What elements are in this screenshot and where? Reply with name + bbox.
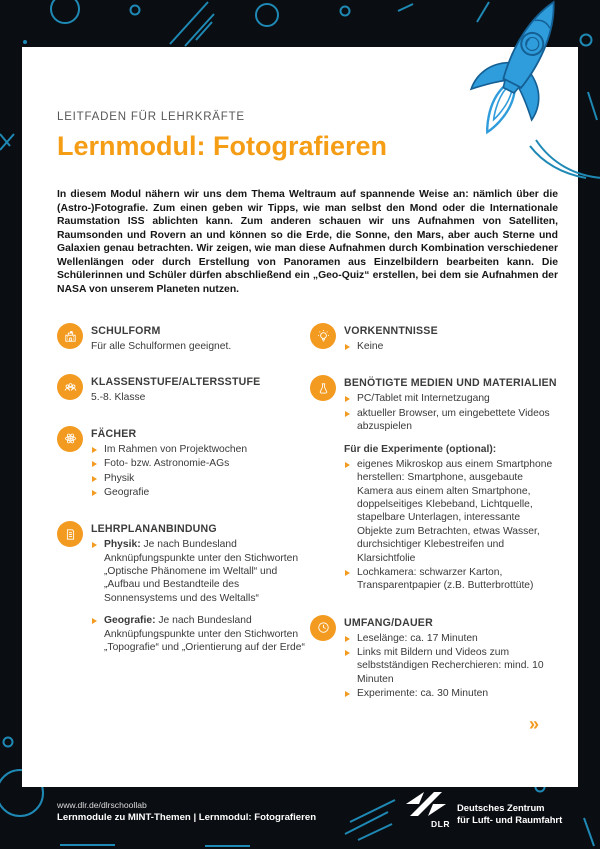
footer-url-link[interactable]: www.dlr.de/dlrschoollab (57, 800, 147, 810)
page-title: Lernmodul: Fotografieren (57, 131, 387, 161)
list-item: Keine (344, 340, 557, 353)
section-faecher (57, 426, 310, 501)
list-item: Im Rahmen von Projektwochen (91, 443, 310, 456)
list-item (91, 614, 310, 654)
organization-line2: für Luft- und Raumfahrt (457, 814, 563, 826)
footer-breadcrumb: Lernmodule zu MINT-Themen | Lernmodul: Fotografieren (57, 812, 317, 823)
page-footer (0, 787, 600, 849)
section-heading: KLASSENSTUFE/ALTERSSTUFE (91, 376, 261, 389)
group-icon (57, 374, 83, 400)
list-item: Physik (91, 472, 310, 485)
right-column (310, 323, 557, 723)
item-text: Je nach Bundesland Anknüpfungspunkte unter den Stichworten „Topografie“ und „Orientierung auf der Erde“ (104, 615, 305, 653)
section-heading: BENÖTIGTE MEDIEN UND MATERIALIEN (344, 377, 557, 390)
experiments-subheading: Für die Experimente (optional): (344, 443, 497, 455)
experiments-list (344, 458, 557, 593)
footer-left (57, 800, 316, 823)
section-heading: UMFANG/DAUER (344, 616, 433, 629)
section-text: Für alle Schulformen geeignet. (91, 341, 232, 352)
organization-name (457, 802, 562, 830)
next-page-chevron[interactable]: » (528, 714, 538, 734)
list-item (91, 538, 310, 605)
atom-icon (57, 426, 83, 452)
section-heading: FÄCHER (91, 427, 137, 440)
dlr-logo-label: DLR (431, 819, 450, 829)
list-item: Geografie (91, 486, 310, 499)
list-item: PC/Tablet mit Internetzugang (344, 392, 557, 405)
dlr-logo-icon (404, 790, 448, 830)
list-item: Foto- bzw. Astronomie-AGs (91, 457, 310, 470)
intro-paragraph: In diesem Modul nähern wir uns dem Thema Weltraum auf spannende Weise an: nämlich über die (Astro-)Fotografie. Zum einen geben wir Tipps, wie man selbst den Mond oder die Internationale Raumstation ISS ablichten kann. Zum anderen schauen wir uns Aufnahmen von Satelliten, Raumsonden und Rovern an und können so die Erde, die Sonne, den Mars, aber auch Sterne und Galaxien genau betrachten. Wir zeigen, wie man diese Aufnahmen durch Kombination verschiedener Wellenlängen oder durch Erstellung von Panoramen aus Einzelbildern bearbeiten kann. Die Schülerinnen und Schüler dürfen abschließend ein „Geo-Quiz“ erstellen, bei dem sie Aufnahmen der NASA von unserem Planeten nutzen. (57, 189, 558, 295)
flask-icon (310, 375, 336, 401)
section-klassenstufe (57, 374, 310, 404)
item-lead: Geografie: (104, 615, 156, 627)
left-column (57, 323, 310, 723)
document-type-label: LEITFADEN FÜR LEHRKRÄFTE (57, 111, 245, 123)
section-umfang (310, 615, 557, 702)
school-building-icon (57, 323, 83, 349)
list-item: Lochkamera: schwarzer Karton, Transparentpapier (z.B. Butterbrottüte) (344, 566, 557, 593)
footer-brand (404, 790, 562, 830)
item-lead: Physik: (104, 539, 141, 551)
medien-list (344, 392, 557, 433)
content-card (22, 47, 578, 787)
list-item: aktueller Browser, um eingebettete Videos abzuspielen (344, 407, 557, 434)
document-icon (57, 521, 83, 547)
section-medien (310, 375, 557, 593)
section-schulform (57, 323, 310, 353)
lehrplan-list (91, 538, 310, 654)
info-columns (57, 323, 557, 723)
organization-line1: Deutsches Zentrum (457, 801, 545, 813)
faecher-list (91, 443, 310, 500)
list-item: Links mit Bildern und Videos zum selbstständigen Recherchieren: mind. 10 Minuten (344, 646, 557, 686)
section-heading: SCHULFORM (91, 325, 161, 337)
vorkenntnisse-list (344, 340, 557, 353)
section-heading: LEHRPLANANBINDUNG (91, 523, 217, 536)
section-heading: VORKENNTNISSE (344, 325, 438, 337)
clock-icon (310, 615, 336, 641)
section-vorkenntnisse (310, 323, 557, 354)
list-item: Experimente: ca. 30 Minuten (344, 687, 557, 700)
list-item: eigenes Mikroskop aus einem Smartphone herstellen: Smartphone, ausgebaute Kamera aus einem alten Smartphone, doppelseitiges Klebeband, Lichtquelle, stapelbare Unterlagen, interessante Objekte zum Betrachten, etwas Wasser, durchsichtiger Klebestreifen und Klarsichtfolie (344, 458, 557, 565)
section-text: 5.-8. Klasse (91, 392, 146, 404)
item-text: Je nach Bundesland Anknüpfungspunkte unter den Stichworten „Optische Phänomene im Weltall“ und „Aufbau und Bestandteile des Sonnensystems und des Weltalls“ (104, 539, 299, 604)
lightbulb-icon (310, 323, 336, 349)
umfang-list (344, 632, 557, 701)
section-lehrplananbindung (57, 521, 310, 655)
list-item: Leselänge: ca. 17 Minuten (344, 632, 557, 645)
